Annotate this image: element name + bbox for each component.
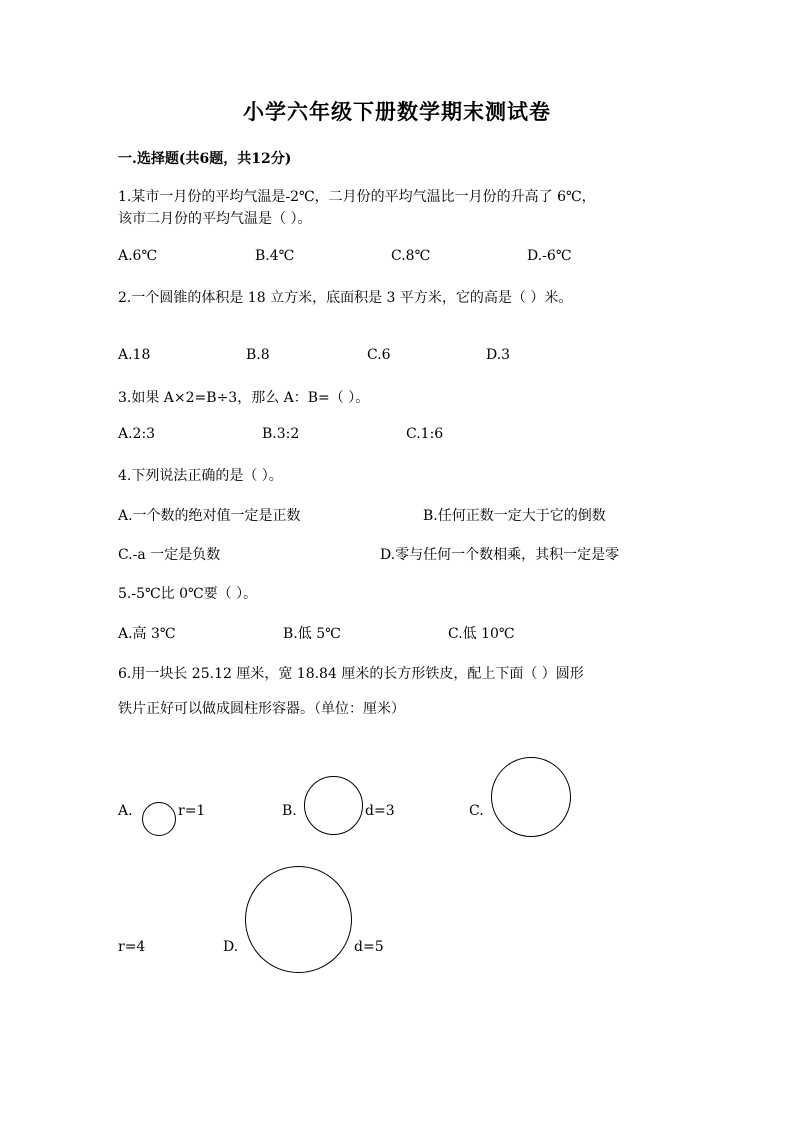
q5-option-a: A.高 3℃: [118, 626, 176, 642]
q6-circle-c: [491, 757, 571, 837]
q6-option-c-value: r=4: [118, 939, 146, 955]
q1-option-a: A.6℃: [118, 248, 158, 264]
question-1-line-1: 1.某市一月份的平均气温是-2℃，二月份的平均气温比一月份的升高了 6℃，: [118, 189, 596, 205]
q6-option-b-letter: B.: [282, 803, 297, 819]
question-6-line-1: 6.用一块长 25.12 厘米，宽 18.84 厘米的长方形铁皮，配上下面（ ）圆形: [118, 666, 584, 682]
q3-option-b: B.3:2: [262, 426, 300, 442]
q4-option-b: B.任何正数一定大于它的倒数: [423, 508, 606, 524]
q2-option-a: A.18: [118, 347, 151, 363]
q6-option-a-letter: A.: [118, 803, 133, 819]
q6-option-d-value: d=5: [354, 939, 384, 955]
q6-option-b-value: d=3: [365, 803, 395, 819]
q4-option-a: A.一个数的绝对值一定是正数: [118, 508, 301, 524]
question-1-line-2: 该市二月份的平均气温是（ ）。: [118, 211, 312, 227]
q6-option-a-value: r=1: [178, 803, 206, 819]
question-2-line-1: 2.一个圆锥的体积是 18 立方米，底面积是 3 平方米，它的高是（ ）米。: [118, 290, 573, 306]
question-3-line-1: 3.如果 A×2=B÷3，那么 A：B=（ ）。: [118, 390, 370, 406]
question-4-line-1: 4.下列说法正确的是（ ）。: [118, 468, 283, 484]
question-6-line-2: 铁片正好可以做成圆柱形容器。（单位：厘米）: [118, 701, 405, 717]
section-heading: 一.选择题(共6题，共12分): [118, 151, 292, 167]
q6-option-d-letter: D.: [223, 939, 239, 955]
q3-option-a: A.2:3: [118, 426, 156, 442]
q6-option-c-letter: C.: [469, 803, 484, 819]
q1-option-c: C.8℃: [391, 248, 431, 264]
q2-option-b: B.8: [246, 347, 270, 363]
q6-circle-a: [142, 802, 176, 836]
q4-option-c: C.-a 一定是负数: [118, 547, 221, 563]
q5-option-b: B.低 5℃: [283, 626, 341, 642]
q5-option-c: C.低 10℃: [448, 626, 515, 642]
q1-option-b: B.4℃: [255, 248, 295, 264]
q4-option-d: D.零与任何一个数相乘，其积一定是零: [380, 547, 620, 563]
q6-circle-b: [304, 776, 363, 835]
q1-option-d: D.-6℃: [527, 248, 572, 264]
question-5-line-1: 5.-5℃比 0℃要（ ）。: [118, 586, 258, 602]
q3-option-c: C.1:6: [406, 426, 444, 442]
q6-circle-d: [245, 866, 352, 973]
q2-option-d: D.3: [486, 347, 511, 363]
page-title: 小学六年级下册数学期末测试卷: [243, 99, 551, 124]
q2-option-c: C.6: [367, 347, 391, 363]
